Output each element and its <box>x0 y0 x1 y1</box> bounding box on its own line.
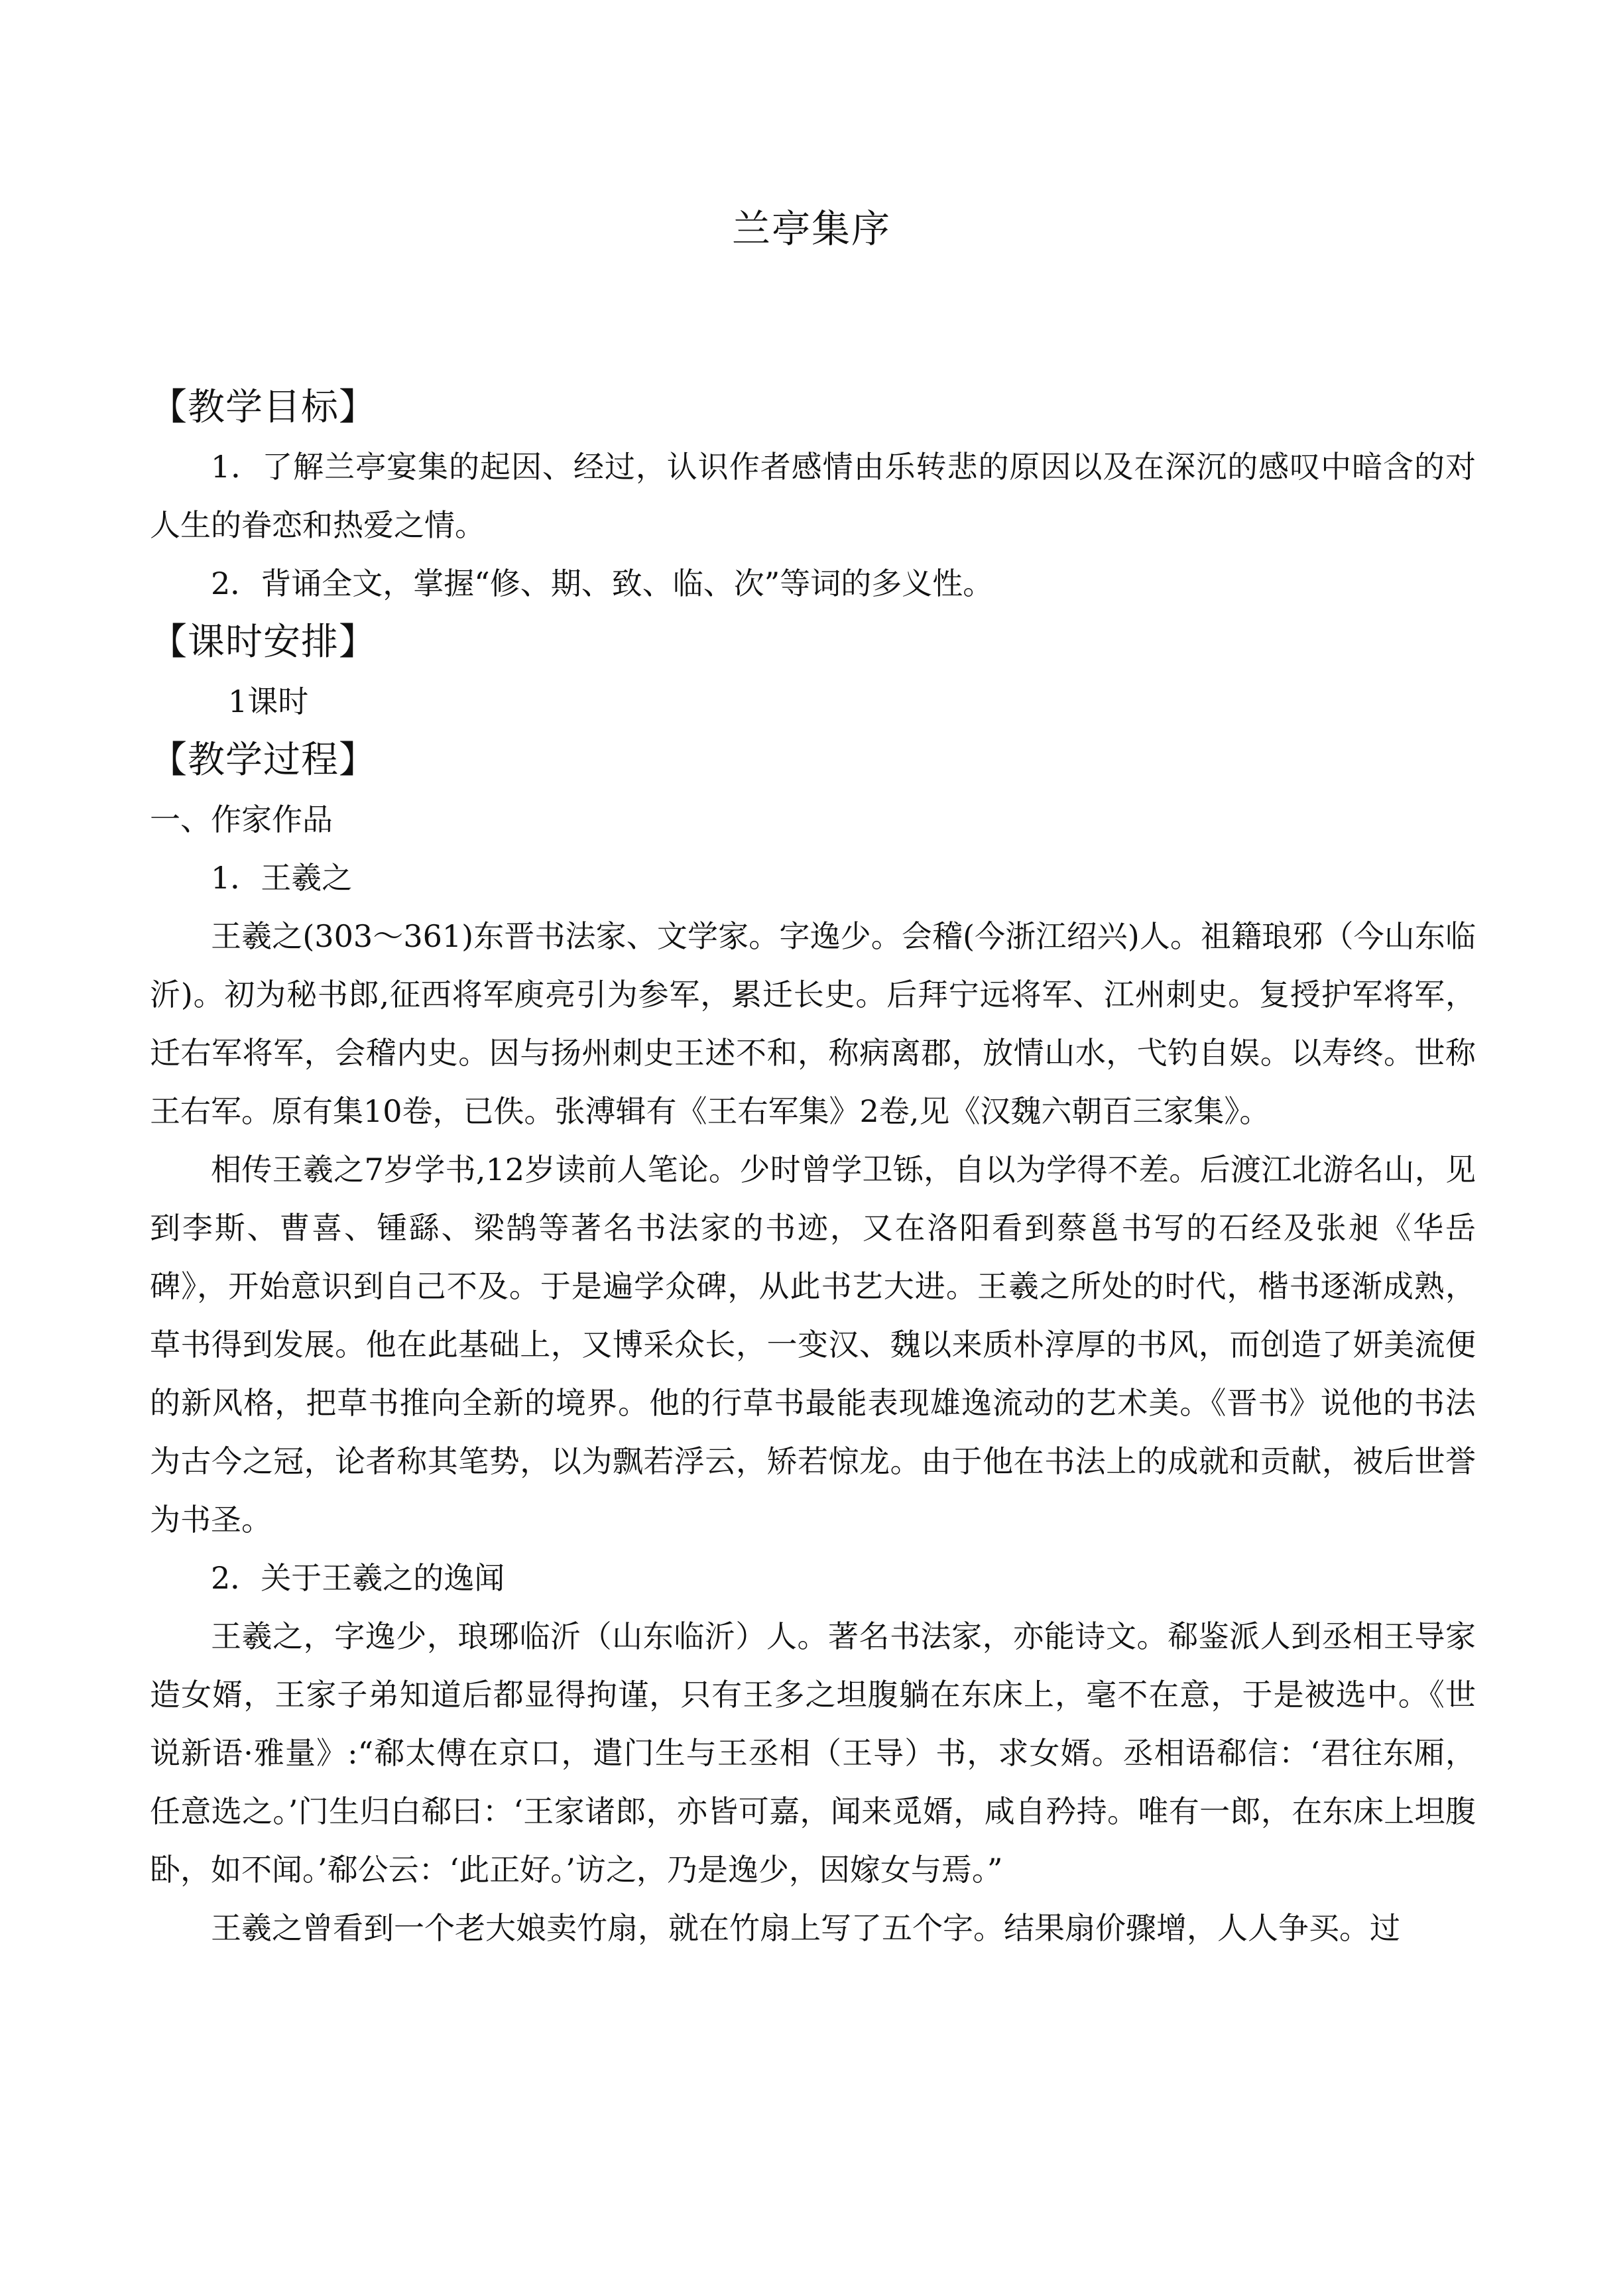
subsection-1-paragraph-1: 王羲之(303～361)东晋书法家、文学家。字逸少。会稽(今浙江绍兴)人。祖籍琅邪（今山东临沂)。初为秘书郎,征西将军庾亮引为参军，累迁长史。后拜宁远将军、江州刺史。复授护军将军，迁右军将军，会稽内史。因与扬州刺史王述不和，称病离郡，放情山水，弋钓自娱。以寿终。世称王右军。原有集10卷，已佚。张溥辑有《王右军集》2卷,见《汉魏六朝百三家集》。 <box>150 918 1476 1129</box>
schedule-heading: 【课时安排】 <box>150 621 377 664</box>
objective-item-2: 2．背诵全文，掌握“修、期、致、临、次”等词的多义性。 <box>211 566 994 601</box>
part1-title: 一、作家作品 <box>150 802 333 837</box>
subsection-2-paragraph-1: 王羲之，字逸少，琅琊临沂（山东临沂）人。著名书法家，亦能诗文。郗鉴派人到丞相王导家造女婿，王家子弟知道后都显得拘谨，只有王多之坦腹躺在东床上，毫不在意，于是被选中。《世说新语·雅量》:“郗太傅在京口，遣门生与王丞相（王导）书，求女婿。丞相语郗信：‘君往东厢，任意选之。’门生归白郗曰：‘王家诸郎，亦皆可嘉，闻来觅婿，咸自矜持。唯有一郎，在东床上坦腹卧，如不闻。’郗公云：‘此正好。’访之，乃是逸少，因嫁女与焉。” <box>150 1618 1476 1888</box>
subsection-1-paragraph-2: 相传王羲之7岁学书,12岁读前人笔论。少时曾学卫铄，自以为学得不差。后渡江北游名山，见到李斯、曹喜、锺繇、梁鹄等著名书法家的书迹，又在洛阳看到蔡邕书写的石经及张昶《华岳碑》，开始意识到自己不及。于是遍学众碑，从此书艺大进。王羲之所处的时代，楷书逐渐成熟，草书得到发展。他在此基础上，又博采众长，一变汉、魏以来质朴淳厚的书风，而创造了妍美流便的新风格，把草书推向全新的境界。他的行草书最能表现雄逸流动的艺术美。《晋书》说他的书法为古今之冠，论者称其笔势，以为飘若浮云，矫若惊龙。由于他在书法上的成就和贡献，被后世誉为书圣。 <box>150 1152 1476 1538</box>
subsection-2-paragraph-2: 王羲之曾看到一个老大娘卖竹扇，就在竹扇上写了五个字。结果扇价骤增，人人争买。过 <box>211 1910 1400 1946</box>
objective-item-1: 1．了解兰亭宴集的起因、经过，认识作者感情由乐转悲的原因以及在深沉的感叹中暗含的对人生的眷恋和热爱之情。 <box>150 449 1476 543</box>
document-title: 兰亭集序 <box>731 206 891 251</box>
process-heading: 【教学过程】 <box>150 739 377 782</box>
objectives-heading: 【教学目标】 <box>150 386 377 429</box>
document-body <box>150 378 1476 1957</box>
schedule-text: 1课时 <box>228 684 309 719</box>
subsection-1-title: 1．王羲之 <box>211 860 353 896</box>
subsection-2-title: 2．关于王羲之的逸闻 <box>211 1560 505 1596</box>
